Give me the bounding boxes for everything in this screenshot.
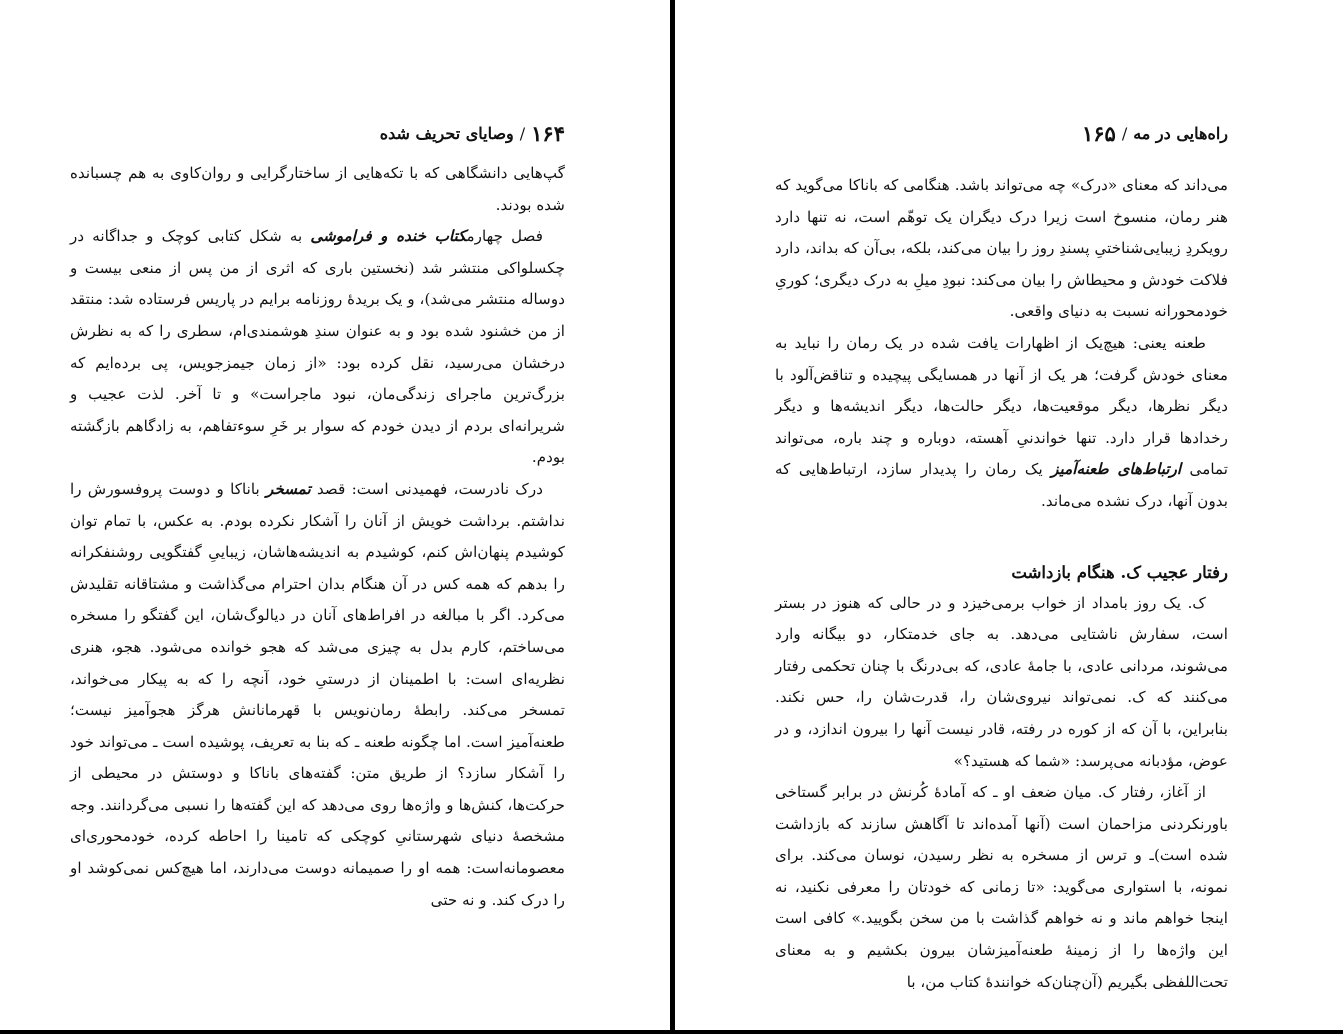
phrase-emphasis: ارتباط‌های طعنه‌آمیز (1051, 460, 1182, 479)
right-running-title: راه‌هایی در مه (1133, 123, 1228, 143)
paragraph (775, 328, 1228, 518)
left-page (0, 0, 670, 1030)
paragraph-text: فصل چهارم (466, 227, 543, 246)
right-page-body (775, 170, 1228, 998)
paragraph: می‌داند که معنای «درک» چه می‌تواند باشد. هنگامی که باناکا می‌گوید که هنر رمان، منسوخ است زیرا درک دیگران یک توهّم است، نه تنها دارد رویکردِ زیبایی‌شناختیِ پسندِ روز را بیان می‌کند، بلکه، بی‌آن که بداند، دارد فلاکت خودش و محیطاش را بیان می‌کند: نبودِ میلِ به درک دیگری؛ کوریِ خودمحورانه نسبت به دنیای واقعی. (775, 176, 1228, 321)
paragraph: ک. یک روز بامداد از خواب برمی‌خیزد و در حالی که هنوز در بستر است، سفارش ناشتایی می‌دهد. به جای خدمتکار، دو بیگانه وارد می‌شوند، مردانی عادی، با جامهٔ عادی، که بی‌درنگ با چنان تحکمی رفتار می‌کنند که ک. نمی‌تواند نیروی‌شان را، قدرت‌شان را، حس نکند. بنابراین، با آن که از کوره در رفته، قادر نیست آنها را بیرون اندازد، و در عوض، مؤدبانه می‌پرسد: «شما که هستید؟» (775, 593, 1228, 770)
bottom-border (0, 1030, 1343, 1034)
left-page-header (380, 118, 565, 148)
right-header-separator: / (1121, 123, 1128, 143)
left-page-body (70, 158, 565, 916)
paragraph: از آغاز، رفتار ک. میان ضعف او ـ که آمادهٔ کُرنش در برابر گستاخی باورنکردنی مزاحمان است (آنها آمده‌اند تا آگاهش سازند که بازداشت شده است)ـ و ترس از مسخره به نظر رسیدن، نوسان می‌کند. برای نمونه، با استواری می‌گوید: «تا زمانی که خودتان را معرفی نکنید، نه اینجا خواهم ماند و نه خواهم گذاشت با من سخن بگویید.» کافی است این واژه‌ها را از زمینهٔ طعنه‌آمیزشان بیرون بکشیم و به معنای تحت‌اللفظی بگیریم (آن‌چنان‌که خوانندهٔ کتاب من، با (775, 783, 1228, 991)
left-running-title: وصایای تحریف شده (379, 123, 514, 143)
paragraph-text: یک رمان را پدیدار سازد، ارتباط‌هایی که بدون آنها، درک نشده می‌ماند. (775, 460, 1228, 510)
section-title: رفتار عجیب ک. هنگام بازداشت (1011, 562, 1228, 582)
paragraph-text: به شکل کتابی کوچک و جداگانه در چکسلواکی منتشر شد (نخستین باری که اثری از من پس از منعی بیست و دوساله منتشر می‌شد)، و یک بریدهٔ روزنامه برایم در پاریس فرستاده شد: منتقد از من خشنود شده بود و به عنوان سندِ هوشمندی‌ام، سطری را که به نظرش درخشان می‌رسید، نقل کرده بود: «از زمان جیمزجویس، پی برده‌ایم که بزرگ‌ترین ماجرای زندگی‌مان، نبود ماجراست» و تا آخر. لذت عجیب و شریرانه‌ای بردم از دیدن خودم که سوار بر خَرِ سوء‌تفاهم، به زادگاهم بازگشته بودم. (70, 227, 565, 467)
paragraph-text: باناکا و دوست پروفسورش را نداشتم. برداشت خویش از آنان را آشکار نکرده بودم. به عکس، با تمام توان کوشیدم پنهان‌اش کنم، کوشیدم به اندیشه‌هاشان، زیباییِ گفتگویی روشنفکرانه را بدهم که همه کس در آن هنگام بدان احترام می‌گذاشت و مشتاقانه تقلیدش می‌کرد. اگر با مبالغه در افراط‌های آنان در دیالوگ‌شان، این گفتگو را مسخره می‌ساختم، کارم بدل به چیزی می‌شد که هجو خوانده می‌شود. هجو، هنری نظریه‌ای است: با اطمینان از درستیِ خود، آنچه را که به پیکار می‌خواند، تمسخر می‌کند. رابطهٔ رمان‌نویس با قهرمانانش هرگز هجوآمیز نیست؛ طعنه‌آمیز است. اما چگونه طعنه ـ که بنا به تعریف، پوشیده است ـ می‌تواند خود را آشکار سازد؟ از طریق متن: گفته‌های باناکا و دوستش در محیطی از حرکت‌ها، کنش‌ها و واژه‌ها روی می‌دهد که این گفته‌ها را نسبی می‌گردانند. وجه مشخصهٔ دنیای شهرستانیِ کوچکی که تامینا را احاطه کرده، خودمحوری‌ای معصومانه‌است: همه او را صمیمانه دوست می‌دارند، اما هیچ‌کس نمی‌کوشد او را درک کند. و نه حتی (70, 479, 565, 909)
paragraph-text: طعنه یعنی: هیچ‌یک از اظهارات یافت شده در یک رمان را نباید به معنای خودش گرفت؛ هر یک از آنها در همسایگی پیچیده و تناقض‌آلود با دیگر نظرها، دیگر موقعیت‌ها، دیگر حالت‌ها، دیگر اندیشه‌ها و دیگر رخدادها قرار دارد. تنها خواندنیِ آهسته، دوباره و چند باره، می‌تواند تمامی (775, 333, 1228, 479)
right-page-header (1082, 118, 1228, 148)
right-page (675, 0, 1343, 1030)
paragraph (70, 474, 565, 916)
right-page-number: ۱۶۵ (1081, 120, 1116, 146)
left-header-separator: / (519, 123, 526, 143)
paragraph (70, 221, 565, 474)
paragraph: گپ‌هایی دانشگاهی که با تکه‌هایی از ساختارگرایی و روان‌کاوی به هم چسبانده شده بودند. (70, 164, 565, 214)
word-emphasis: تمسخر (265, 479, 311, 498)
paragraph-text: درک نادرست، فهمیدنی است: قصد (310, 479, 543, 498)
book-title-emphasis: کتاب خنده و فراموشی (310, 227, 467, 246)
left-page-number: ۱۶۴ (531, 120, 565, 146)
